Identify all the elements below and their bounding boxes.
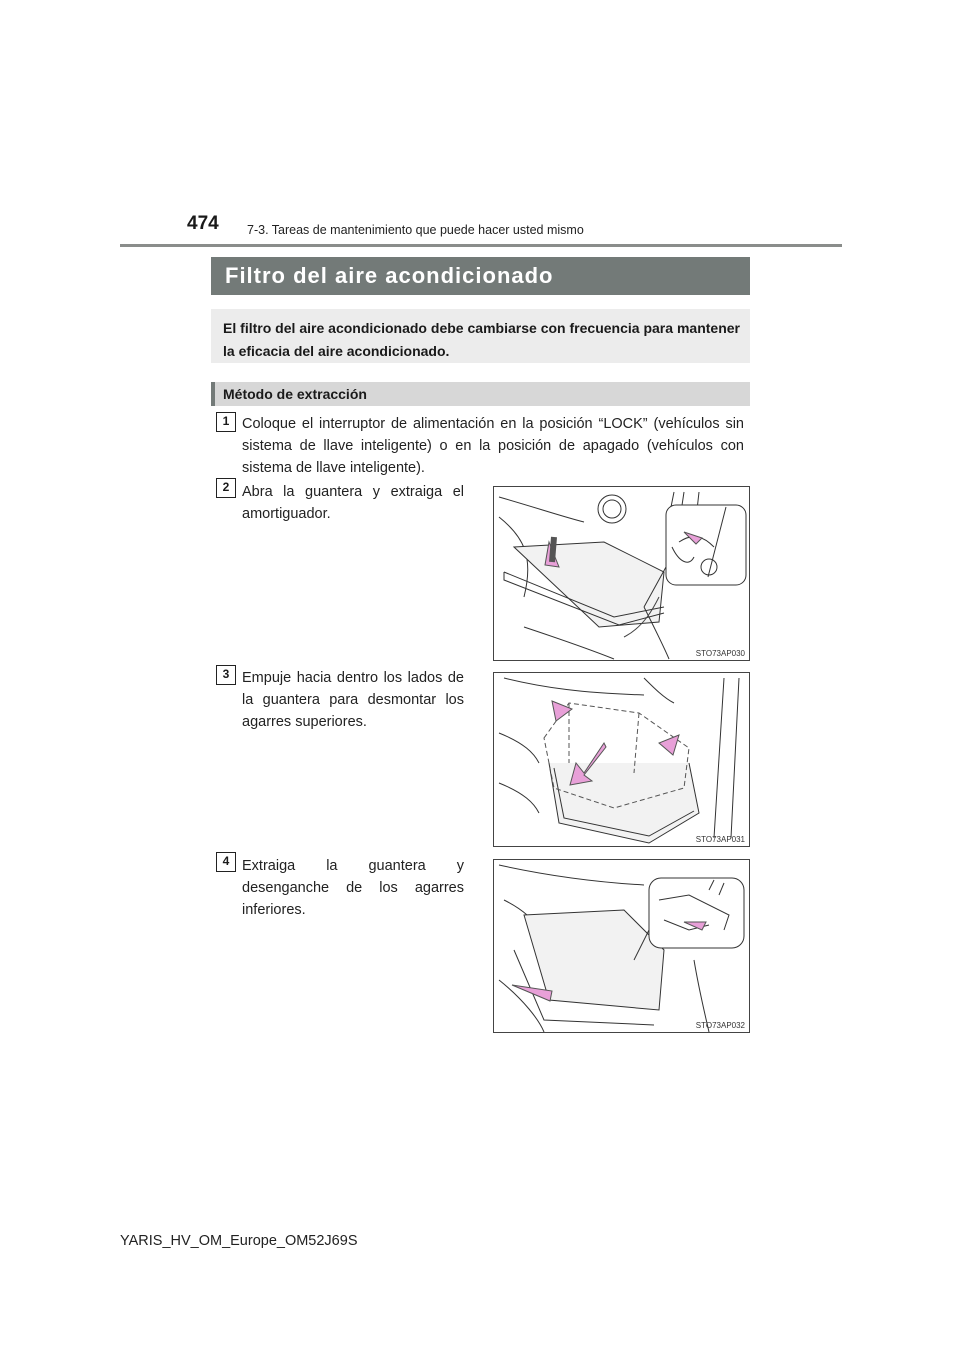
figure-step-2: [493, 486, 750, 661]
glovebox-sides-illustration: [494, 673, 749, 846]
step-number-4: 4: [216, 852, 236, 872]
intro-box: El filtro del aire acondicionado debe cambiarse con frecuencia para mantener la eficacia del aire acondicionado.: [211, 309, 750, 363]
figure-code-3: STO73AP031: [695, 835, 745, 844]
step-number-2: 2: [216, 478, 236, 498]
step-text-4: Extraiga la guantera y desenganche de los agarres inferiores.: [242, 858, 464, 918]
figure-code-2: STO73AP030: [695, 649, 745, 658]
header-divider: [120, 244, 842, 247]
figure-step-4: [493, 859, 750, 1033]
glovebox-open-illustration: [494, 487, 749, 660]
figure-code-4: STO73AP032: [695, 1021, 745, 1030]
glovebox-remove-illustration: [494, 860, 749, 1032]
step-number-1: 1: [216, 412, 236, 432]
step-text-2: Abra la guantera y extraiga el amortiguador.: [242, 484, 464, 522]
figure-step-3: [493, 672, 750, 847]
page-title: Filtro del aire acondicionado: [211, 257, 750, 295]
document-footer: YARIS_HV_OM_Europe_OM52J69S: [120, 1233, 358, 1249]
page-number: 474: [187, 213, 219, 234]
step-text-3: Empuje hacia dentro los lados de la guantera para desmontar los agarres superiores.: [242, 670, 464, 730]
subsection-heading: Método de extracción: [211, 382, 750, 406]
step-text-1: Coloque el interruptor de alimentación en la posición “LOCK” (vehículos sin sistema de llave inteligente) o en la posición de apagado (vehículos con sistema de llave inteligente).: [242, 416, 744, 476]
step-number-3: 3: [216, 665, 236, 685]
section-header: 7-3. Tareas de mantenimiento que puede hacer usted mismo: [247, 223, 584, 237]
